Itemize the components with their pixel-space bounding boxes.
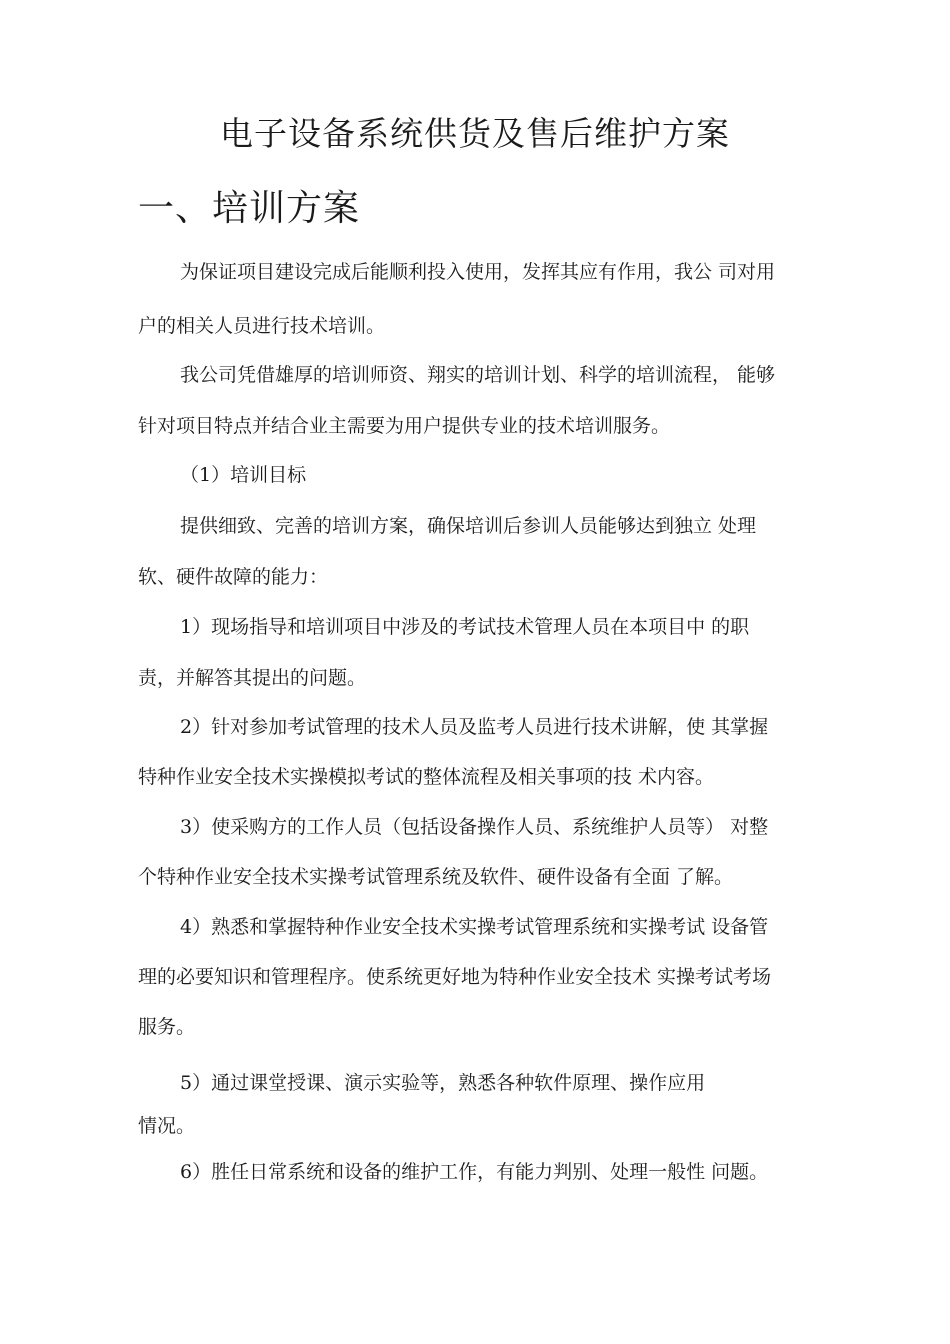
list-item-line: 6）胜任日常系统和设备的维护工作，有能力判别、处理一般性 问题。 (180, 1161, 769, 1183)
list-item-line: 个特种作业安全技术实操考试管理系统及软件、硬件设备有全面 了解。 (138, 866, 734, 888)
paragraph-line: 软、硬件故障的能力： (138, 566, 329, 588)
list-item-line: 5）通过课堂授课、演示实验等，熟悉各种软件原理、操作应用 (180, 1072, 706, 1094)
paragraph-line: 我公司凭借雄厚的培训师资、翔实的培训计划、科学的培训流程， 能够 (180, 364, 776, 386)
list-item-line: 特种作业安全技术实操模拟考试的整体流程及相关事项的技 术内容。 (138, 766, 715, 788)
list-item-line: 理的必要知识和管理程序。使系统更好地为特种作业安全技术 实操考试考场 (138, 966, 772, 988)
document-title: 电子设备系统供货及售后维护方案 (220, 114, 730, 153)
list-item-line: 2）针对参加考试管理的技术人员及监考人员进行技术讲解，使 其掌握 (180, 716, 769, 738)
paragraph-line: 针对项目特点并结合业主需要为用户提供专业的技术培训服务。 (138, 415, 671, 437)
list-item-line: 责，并解答其提出的问题。 (138, 667, 367, 689)
subheading-line: （1）培训目标 (180, 464, 307, 486)
list-item-line: 情况。 (138, 1115, 196, 1137)
list-item-line: 1）现场指导和培训项目中涉及的考试技术管理人员在本项目中 的职 (180, 616, 750, 638)
list-item-line: 4）熟悉和掌握特种作业安全技术实操考试管理系统和实操考试 设备管 (180, 916, 769, 938)
paragraph-line: 为保证项目建设完成后能顺利投入使用，发挥其应有作用，我公 司对用 (180, 261, 776, 283)
list-item-line: 服务。 (138, 1016, 196, 1038)
section-heading: 一、培训方案 (138, 188, 361, 229)
paragraph-line: 提供细致、完善的培训方案，确保培训后参训人员能够达到独立 处理 (180, 515, 757, 537)
list-item-line: 3）使采购方的工作人员（包括设备操作人员、系统维护人员等） 对整 (180, 816, 769, 838)
paragraph-line: 户的相关人员进行技术培训。 (138, 315, 386, 337)
